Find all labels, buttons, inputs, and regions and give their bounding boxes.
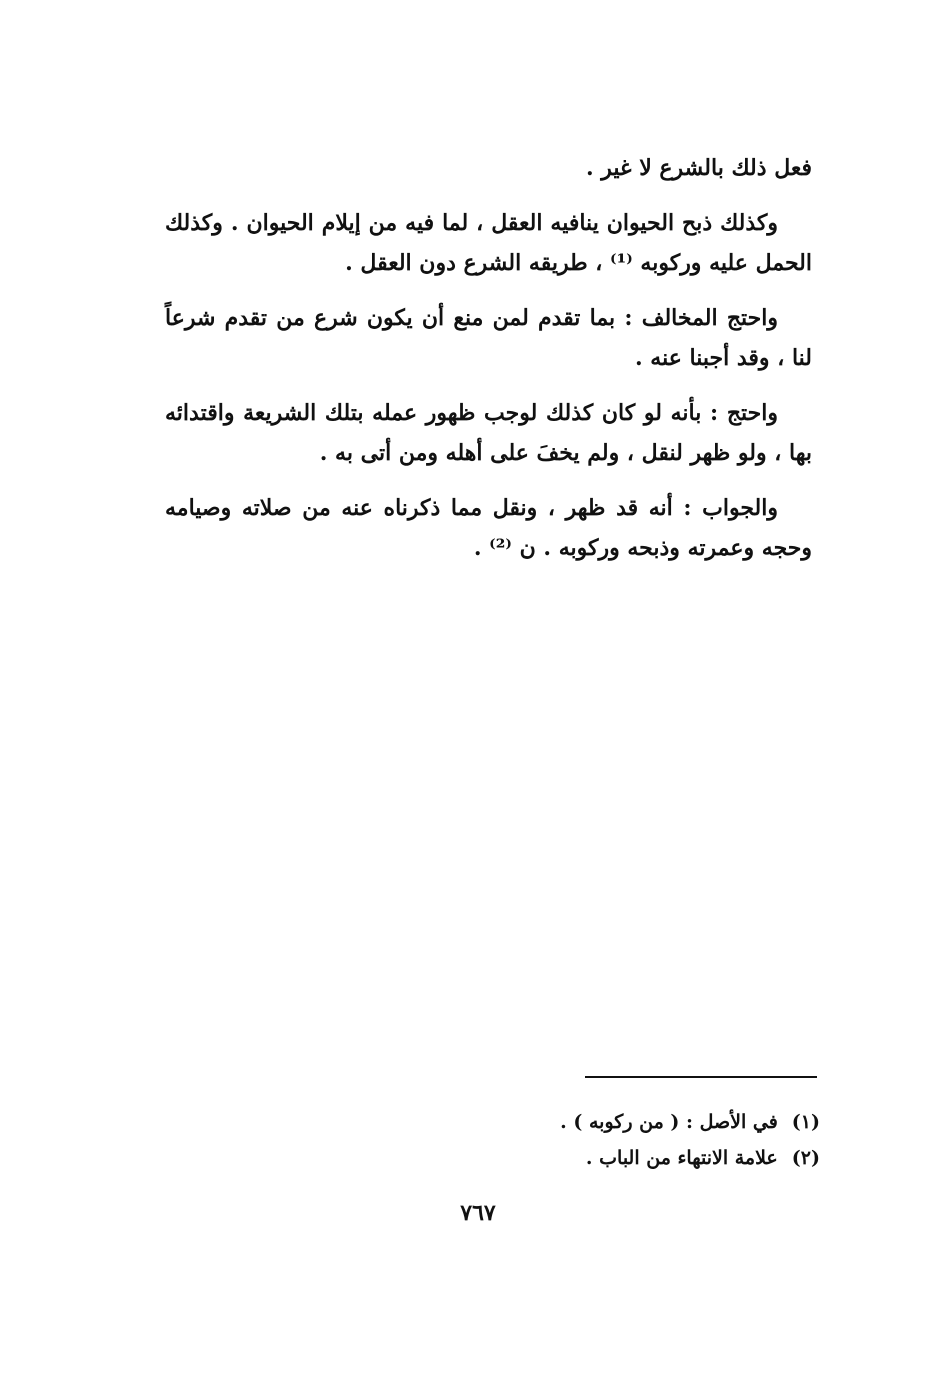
- footnote-number: (١): [791, 1111, 820, 1133]
- footnote-2: [420, 1140, 820, 1176]
- paragraph-1: فعل ذلك بالشرع لا غير .: [585, 155, 812, 181]
- page-number: ٧٦٧: [460, 1200, 496, 1226]
- footnotes: [420, 1104, 820, 1176]
- paragraph-4: واحتج : بأنه لو كان كذلك لوجب ظهور عمله بتلك الشريعة واقتدائه بها ، ولو ظهر لنقل ، ولم يخفَ على أهله ومن أتى به .: [165, 400, 812, 466]
- paragraph-3: واحتج المخالف : بما تقدم لمن منع أن يكون شرع من تقدم شرعاً لنا ، وقد أجبنا عنه .: [165, 305, 812, 371]
- main-text: [165, 148, 812, 583]
- footnote-1: [420, 1104, 820, 1140]
- paragraph-5: والجواب : أنه قد ظهر ، ونقل مما ذكرناه عنه من صلاته وصيامه وحجه وعمرته وذبحه وركوبه . ن ⁽²⁾ .: [165, 495, 812, 561]
- footnote-text: في الأصل : ( من ركوبه ) .: [560, 1111, 778, 1133]
- footnote-text: علامة الانتهاء من الباب .: [585, 1147, 778, 1169]
- footnote-divider: [585, 1076, 817, 1078]
- paragraph-2: وكذلك ذبح الحيوان ينافيه العقل ، لما فيه من إيلام الحيوان . وكذلك الحمل عليه وركوبه ⁽¹⁾ ، طريقه الشرع دون العقل .: [165, 210, 812, 276]
- footnote-number: (٢): [791, 1147, 820, 1169]
